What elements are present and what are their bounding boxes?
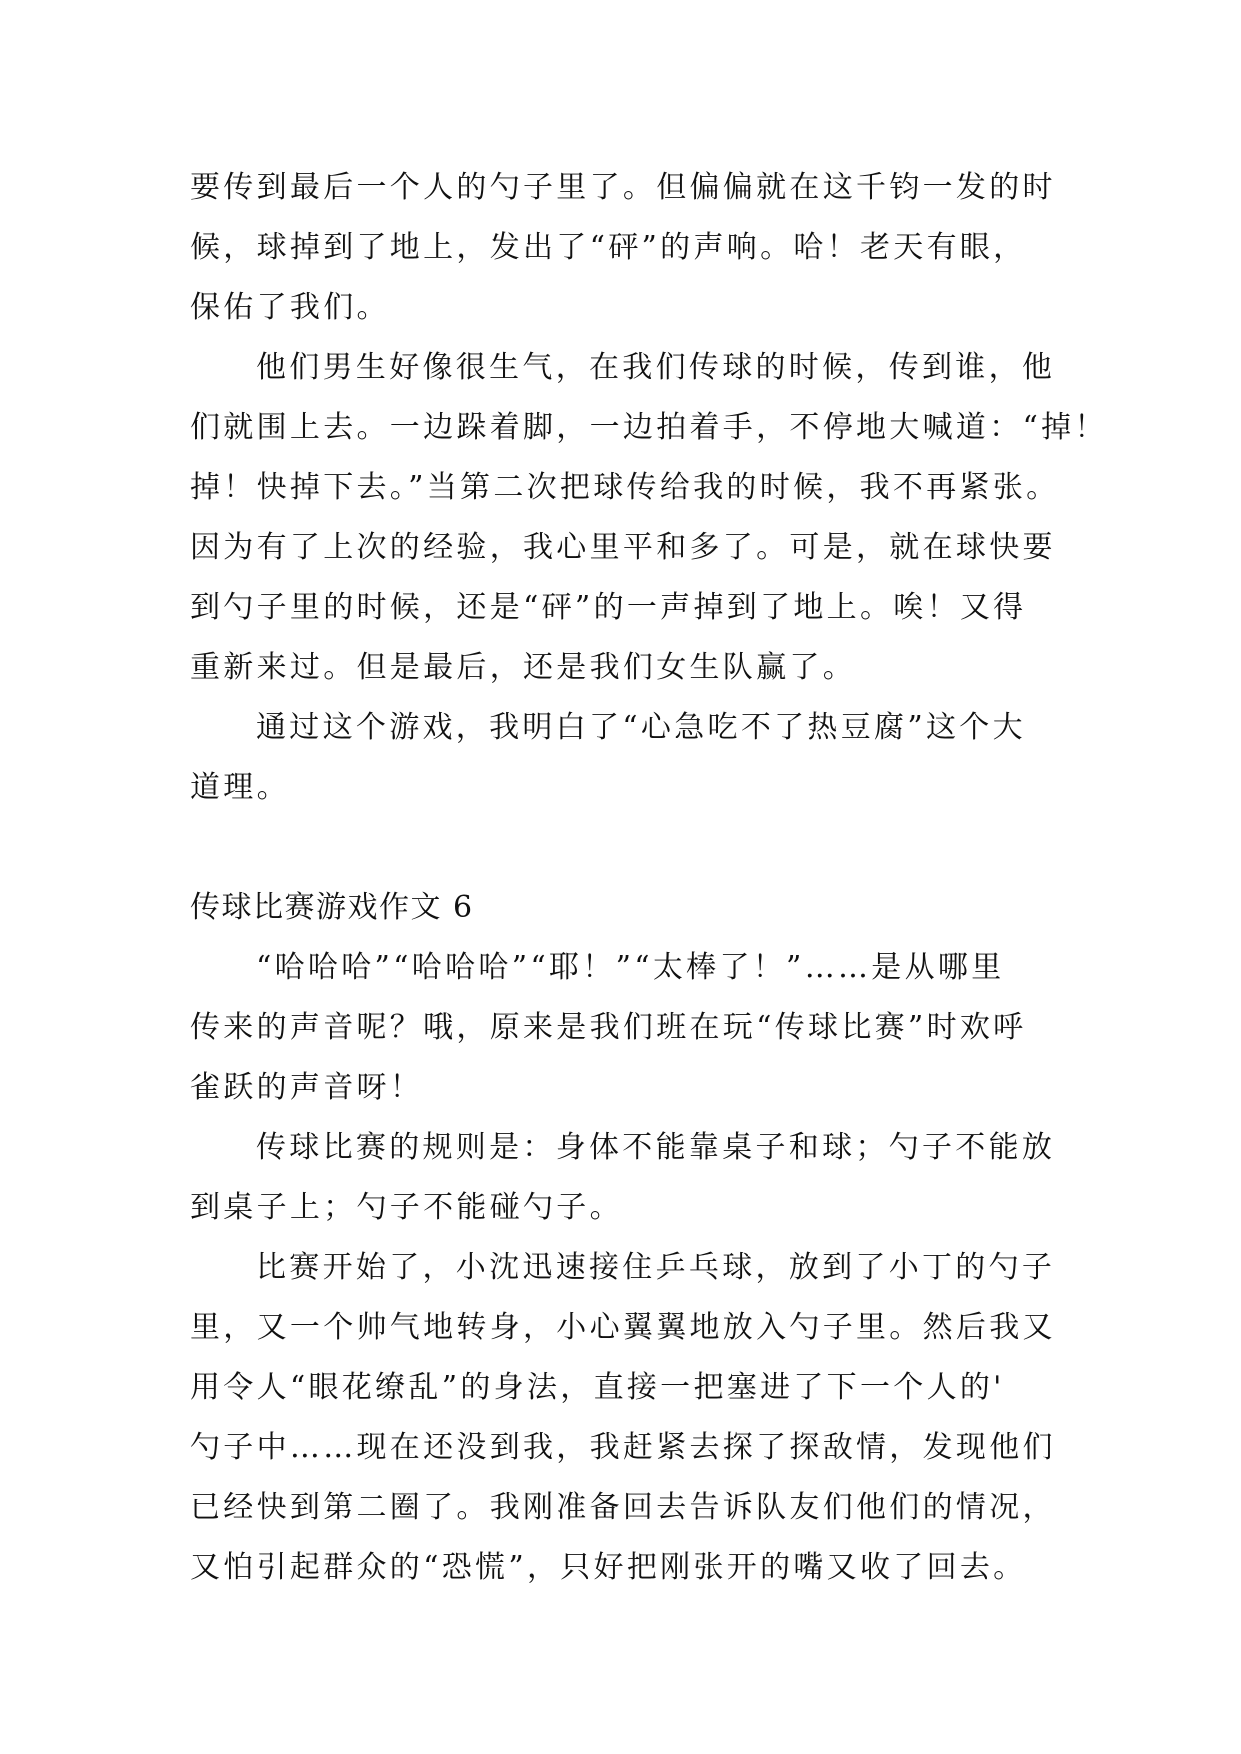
text-line: 掉！快掉下去。”当第二次把球传给我的时候，我不再紧张。 (190, 470, 1060, 505)
text-line: 重新来过。但是最后，还是我们女生队赢了。 (190, 650, 856, 685)
paragraph-start: 比赛开始了，小沈迅速接住乒乓球，放到了小丁的勺子 (256, 1250, 1056, 1285)
text-line: 勺子中……现在还没到我，我赶紧去探了探敌情，发现他们 (190, 1430, 1056, 1465)
text-line: 到勺子里的时候，还是“砰”的一声掉到了地上。唉！又得 (190, 590, 1027, 625)
paragraph-start: 通过这个游戏，我明白了“心急吃不了热豆腐”这个大 (256, 710, 1026, 745)
text-line: 保佑了我们。 (190, 290, 390, 325)
text-line: 传来的声音呢？哦，原来是我们班在玩“传球比赛”时欢呼 (190, 1010, 1027, 1045)
text-line: 里，又一个帅气地转身，小心翼翼地放入勺子里。然后我又 (190, 1310, 1056, 1345)
text-line: 雀跃的声音呀！ (190, 1070, 424, 1105)
paragraph-start: “哈哈哈”“哈哈哈”“耶！”“太棒了！”……是从哪里 (256, 950, 1005, 985)
section-gap (190, 818, 1070, 878)
text-line: 们就围上去。一边跺着脚，一边拍着手，不停地大喊道：“掉！ (190, 410, 1108, 445)
paragraph-start: 传球比赛的规则是：身体不能靠桌子和球；勺子不能放 (256, 1130, 1056, 1165)
text-line: 因为有了上次的经验，我心里平和多了。可是，就在球快要 (190, 530, 1056, 565)
text-line: 用令人“眼花缭乱”的身法，直接一把塞进了下一个人的' (190, 1370, 1005, 1405)
text-line: 又怕引起群众的“恐慌”，只好把刚张开的嘴又收了回去。 (190, 1550, 1027, 1585)
paragraph-start: 他们男生好像很生气，在我们传球的时候，传到谁，他 (256, 350, 1056, 385)
text-line: 已经快到第二圈了。我刚准备回去告诉队友们他们的情况， (190, 1490, 1056, 1525)
text-line: 候，球掉到了地上，发出了“砰”的声响。哈！老天有眼， (190, 230, 1027, 265)
text-line: 要传到最后一个人的勺子里了。但偏偏就在这千钧一发的时 (190, 170, 1056, 205)
text-line: 道理。 (190, 770, 290, 805)
document-page (190, 158, 1108, 1598)
text-line: 到桌子上；勺子不能碰勺子。 (190, 1190, 623, 1225)
section-title: 传球比赛游戏作文 6 (190, 890, 474, 925)
